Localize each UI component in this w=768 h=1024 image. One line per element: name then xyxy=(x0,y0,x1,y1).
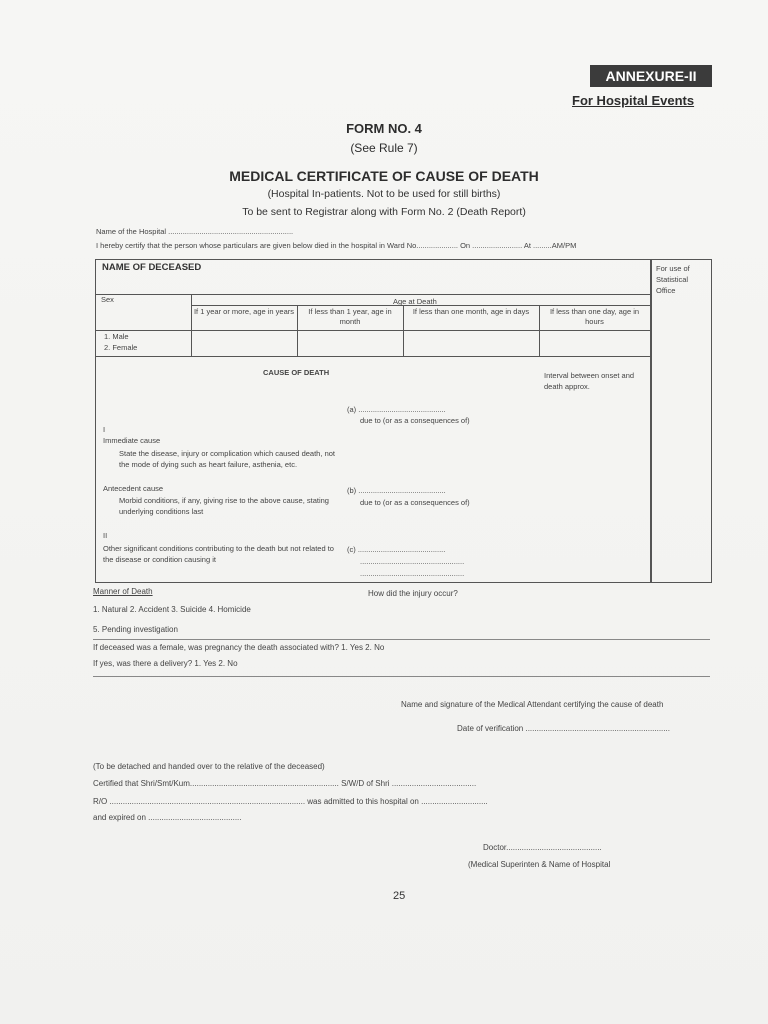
cause-a-field[interactable]: (a) .......................................... xyxy=(347,405,446,414)
injury-question: How did the injury occur? xyxy=(368,589,458,598)
row-divider xyxy=(191,305,650,306)
due-to-label-2: due to (or as a consequences of) xyxy=(360,498,470,507)
signature-field[interactable]: Name and signature of the Medical Attendant certifying the cause of death xyxy=(401,700,664,709)
for-hospital-events-heading: For Hospital Events xyxy=(572,93,695,108)
sex-option-male[interactable]: 1. Male xyxy=(104,332,129,341)
cause-c-continuation-1[interactable]: .................................................. xyxy=(360,557,465,566)
doctor-field[interactable]: Doctor........................................... xyxy=(483,843,602,852)
due-to-label-1: due to (or as a consequences of) xyxy=(360,416,470,425)
form-number: FORM NO. 4 xyxy=(346,121,422,136)
certificate-title: MEDICAL CERTIFICATE OF CAUSE OF DEATH xyxy=(229,168,539,184)
rule-line xyxy=(93,676,710,677)
name-of-deceased-label: NAME OF DECEASED xyxy=(102,262,202,273)
row-divider xyxy=(95,330,650,331)
cause-c-continuation-2[interactable]: .................................................. xyxy=(360,569,465,578)
interval-label: Interval between onset and death approx. xyxy=(544,371,635,391)
immediate-cause-description: State the disease, injury or complication which caused death, not the mode of dying such as heart failure, asthenia, etc. xyxy=(119,449,335,469)
manner-options[interactable]: 1. Natural 2. Accident 3. Suicide 4. Homicide xyxy=(93,605,251,614)
cause-of-death-heading: CAUSE OF DEATH xyxy=(263,368,330,377)
other-conditions-label: Other significant conditions contributing to the death but not related to the disease or condition causing it xyxy=(103,544,334,564)
sex-label: Sex xyxy=(101,295,114,304)
statistical-office-column xyxy=(650,259,712,583)
col-divider xyxy=(191,294,192,356)
pending-investigation-option[interactable]: 5. Pending investigation xyxy=(93,625,178,634)
age-hours-header: If less than one day, age in hours xyxy=(549,307,640,326)
delivery-question[interactable]: If yes, was there a delivery? 1. Yes 2. No xyxy=(93,659,238,668)
age-years-header: If 1 year or more, age in years xyxy=(193,307,295,316)
certificate-subtitle: (Hospital In-patients. Not to be used for still births) xyxy=(267,188,501,200)
manner-of-death-label: Manner of Death xyxy=(93,587,153,596)
pregnancy-question[interactable]: If deceased was a female, was pregnancy the death associated with? 1. Yes 2. No xyxy=(93,643,385,652)
certified-that-field[interactable]: Certified that Shri/Smt/Kum................................................................... S/W/D of Shri ...................................... xyxy=(93,779,477,788)
residence-field[interactable]: R/O ........................................................................................ was admitted to this hospital on .............................. xyxy=(93,797,488,806)
detach-note: (To be detached and handed over to the relative of the deceased) xyxy=(93,762,325,771)
age-at-death-label: Age at Death xyxy=(393,297,437,306)
rule-reference: (See Rule 7) xyxy=(350,141,418,155)
antecedent-cause-description: Morbid conditions, if any, giving rise to the above cause, stating underlying conditions last xyxy=(119,496,329,516)
antecedent-cause-label: Antecedent cause xyxy=(103,484,164,493)
expired-on-field[interactable]: and expired on .......................................... xyxy=(93,813,242,822)
annexure-badge: ANNEXURE-II xyxy=(590,65,712,87)
certificate-instruction: To be sent to Registrar along with Form No. 2 (Death Report) xyxy=(242,206,526,218)
verification-date-field[interactable]: Date of verification ................................................................. xyxy=(457,724,670,733)
row-divider xyxy=(95,356,650,357)
section-ii-marker: II xyxy=(103,531,108,540)
section-i-marker: I xyxy=(103,425,106,434)
statistical-office-label: For use of Statistical Office xyxy=(656,264,690,295)
cause-b-field[interactable]: (b) .......................................... xyxy=(347,486,446,495)
rule-line xyxy=(93,639,710,640)
immediate-cause-label: Immediate cause xyxy=(103,436,161,445)
certify-statement[interactable]: I hereby certify that the person whose particulars are given below died in the hospital in Ward No.................... On ........................ At .........AM/PM xyxy=(96,241,577,250)
hospital-name-field[interactable]: Name of the Hospital ............................................................ xyxy=(96,227,294,236)
superintendent-label: (Medical Superinten & Name of Hospital xyxy=(468,860,611,869)
sex-option-female[interactable]: 2. Female xyxy=(104,343,138,352)
row-divider xyxy=(95,294,650,295)
age-days-header: If less than one month, age in days xyxy=(412,307,530,316)
cause-c-field[interactable]: (c) .......................................... xyxy=(347,545,446,554)
page-number: 25 xyxy=(393,890,406,902)
age-months-header: If less than 1 year, age in month xyxy=(308,307,392,326)
